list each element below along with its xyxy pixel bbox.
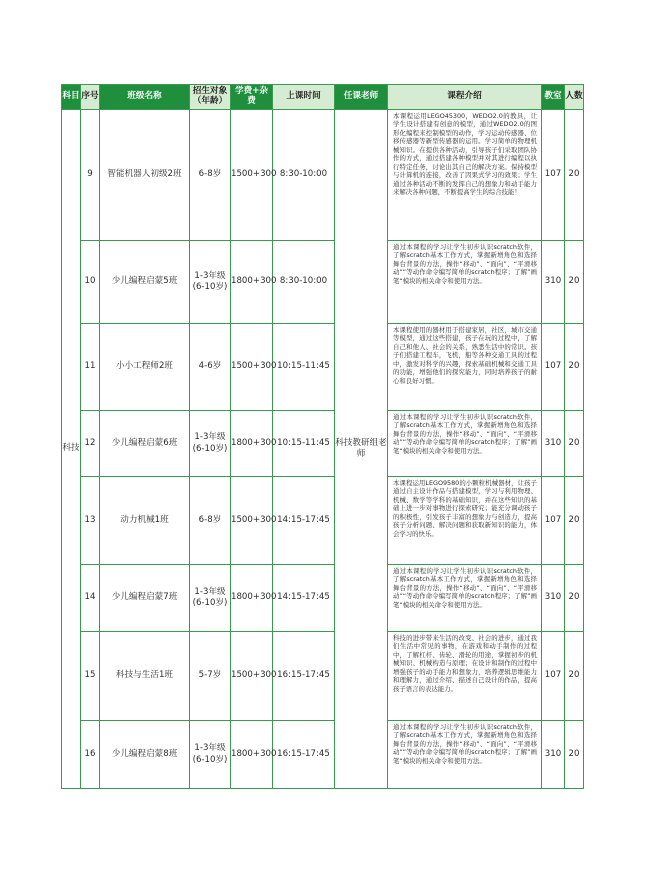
table-row [62,477,584,565]
capacity-cell: 20 [565,632,584,721]
table-row [62,110,584,241]
room-cell: 107 [542,110,565,241]
class-name-cell: 少儿编程启蒙8班 [100,721,190,789]
fee-cell: 1800+300 [231,565,273,632]
header-teacher: 任课老师 [335,85,388,110]
age-cell: 4-6岁 [190,324,231,411]
room-cell: 310 [542,411,565,477]
header-fee: 学费+杂费 [231,85,273,110]
room-cell: 310 [542,241,565,324]
course-intro-cell: 本课程运用LEGO9580的小颗粒机械器材，让孩子通过自主设计作品与搭建模型，学习与利用物理、机械、数学等学科的基础知识，并在这些知识的基础上进一步对事物进行探索研究；能充分调动孩子的积极性，引发孩子丰富的想象力与创造力，提高孩子分析问题、解决问题和获取新知识的能力，体会学习的快乐。 [388,477,542,565]
table-row [62,632,584,721]
class-name-cell: 少儿编程启蒙5班 [100,241,190,324]
header-target: 招生对象（年龄） [190,85,231,110]
header-subject: 科目 [62,85,81,110]
class-name-cell: 科技与生活1班 [100,632,190,721]
teacher-cell: 科技教研组老师 [335,110,388,789]
time-cell: 8:30-10:00 [273,110,335,241]
time-cell: 14:15-17:45 [273,477,335,565]
time-cell: 10:15-11:45 [273,411,335,477]
class-name-cell: 动力机械1班 [100,477,190,565]
fee-cell: 1800+300 [231,721,273,789]
age-cell: 6-8岁 [190,477,231,565]
seq-cell: 14 [81,565,100,632]
class-name-cell: 少儿编程启蒙6班 [100,411,190,477]
fee-cell: 1500+300 [231,477,273,565]
course-schedule-table [61,84,584,789]
header-time: 上课时间 [273,85,335,110]
course-intro-cell: 通过本课程的学习让学生初步认识scratch软件，了解scratch基本工作方式，掌握新增角色和选择舞台背景的方法，操作“移动”、“面向”、“平滑移动”“等动作命令编写简单的scratch程序；了解”画笔“模块的相关命令和使用方法。 [388,721,542,789]
table-row [62,721,584,789]
age-cell: 1-3年级(6-10岁) [190,565,231,632]
fee-cell: 1500+300 [231,110,273,241]
header-seq: 序号 [81,85,100,110]
time-cell: 10:15-11:45 [273,324,335,411]
header-capacity: 人数 [565,85,584,110]
header-room: 教室 [542,85,565,110]
capacity-cell: 20 [565,477,584,565]
course-intro-cell: 通过本课程的学习让学生初步认识scratch软件，了解scratch基本工作方式，掌握新增角色和选择舞台背景的方法，操作“移动”、“面向”、“平滑移动”“等动作命令编写简单的scratch程序；了解”画笔“模块的相关命令和使用方法。 [388,241,542,324]
room-cell: 107 [542,324,565,411]
capacity-cell: 20 [565,241,584,324]
seq-cell: 16 [81,721,100,789]
course-intro-cell: 本课程使用的器材用于搭建家居，社区，城市交通等模型，通过这些搭建，孩子在玩的过程中，了解自己和他人、社会的关系，熟悉生活中的常识。孩子们搭建工程车，飞机，船等各种交通工具的过程中，激发对科学的兴趣，探索基础机械和交通工具的功能，增强他们的探究能力，同时培养孩子的耐心和良好习惯。 [388,324,542,411]
room-cell: 107 [542,477,565,565]
age-cell: 1-3年级(6-10岁) [190,241,231,324]
capacity-cell: 20 [565,565,584,632]
seq-cell: 12 [81,411,100,477]
capacity-cell: 20 [565,110,584,241]
class-name-cell: 少儿编程启蒙7班 [100,565,190,632]
fee-cell: 1800+300 [231,241,273,324]
table-header-row [62,85,584,110]
room-cell: 107 [542,632,565,721]
seq-cell: 13 [81,477,100,565]
capacity-cell: 20 [565,324,584,411]
table-row [62,241,584,324]
fee-cell: 1500+300 [231,632,273,721]
time-cell: 16:15-17:45 [273,632,335,721]
table-row [62,324,584,411]
seq-cell: 11 [81,324,100,411]
header-class-name: 班级名称 [100,85,190,110]
course-intro-cell: 科技的进步带来生活的改变、社会的进步，通过我们生活中常见的事物，在游戏和动手制作的过程中，了解杠杆、齿轮、滑轮的用途，掌握初步的机械知识、机械构造与原理；在设计和制作的过程中增强孩子的动手能力和想象力，培养逻辑思维能力和理解力，通过介绍、描述自己设计的作品，提高孩子语言的表达能力。 [388,632,542,721]
capacity-cell: 20 [565,411,584,477]
class-name-cell: 小小工程师2班 [100,324,190,411]
age-cell: 1-3年级(6-10岁) [190,411,231,477]
seq-cell: 15 [81,632,100,721]
age-cell: 5-7岁 [190,632,231,721]
subject-cell: 科技 [62,110,81,789]
class-name-cell: 智能机器人初级2班 [100,110,190,241]
seq-cell: 10 [81,241,100,324]
course-intro-cell: 通过本课程的学习让学生初步认识scratch软件，了解scratch基本工作方式，掌握新增角色和选择舞台背景的方法，操作“移动”、“面向”、“平滑移动”“等动作命令编写简单的scratch程序；了解”画笔“模块的相关命令和使用方法。 [388,411,542,477]
room-cell: 310 [542,721,565,789]
time-cell: 8:30-10:00 [273,241,335,324]
table-row [62,565,584,632]
time-cell: 16:15-17:45 [273,721,335,789]
seq-cell: 9 [81,110,100,241]
fee-cell: 1500+300 [231,324,273,411]
time-cell: 14:15-17:45 [273,565,335,632]
age-cell: 6-8岁 [190,110,231,241]
age-cell: 1-3年级(6-10岁) [190,721,231,789]
capacity-cell: 20 [565,721,584,789]
header-intro: 课程介绍 [388,85,542,110]
fee-cell: 1800+300 [231,411,273,477]
room-cell: 310 [542,565,565,632]
table-row [62,411,584,477]
course-intro-cell: 通过本课程的学习让学生初步认识scratch软件，了解scratch基本工作方式，掌握新增角色和选择舞台背景的方法，操作“移动”、“面向”、“平滑移动”“等动作命令编写简单的scratch程序；了解”画笔“模块的相关命令和使用方法。 [388,565,542,632]
course-intro-cell: 本课程运用LEGO45300，WEDO2.0的教具，让学生设计搭建有创意的模型，通过WEDO2.0的图形化编程来控制模型的动作，学习运动传感器、位移传感器等新型传感器的运用。学习简单的物理机械知识。在提供各种活动，引导孩子们采取团队协作的方式，通过搭建各种模型并对其进行编程以执行特定任务，讨论出其自己的解决方案。保持模型与计算机的连接，改善了因果式学习的效果；学生通过各种活动不断的发挥自己的想象力和动手能力来解决各种问题，不断提高学生的综合技能！ [388,110,542,241]
